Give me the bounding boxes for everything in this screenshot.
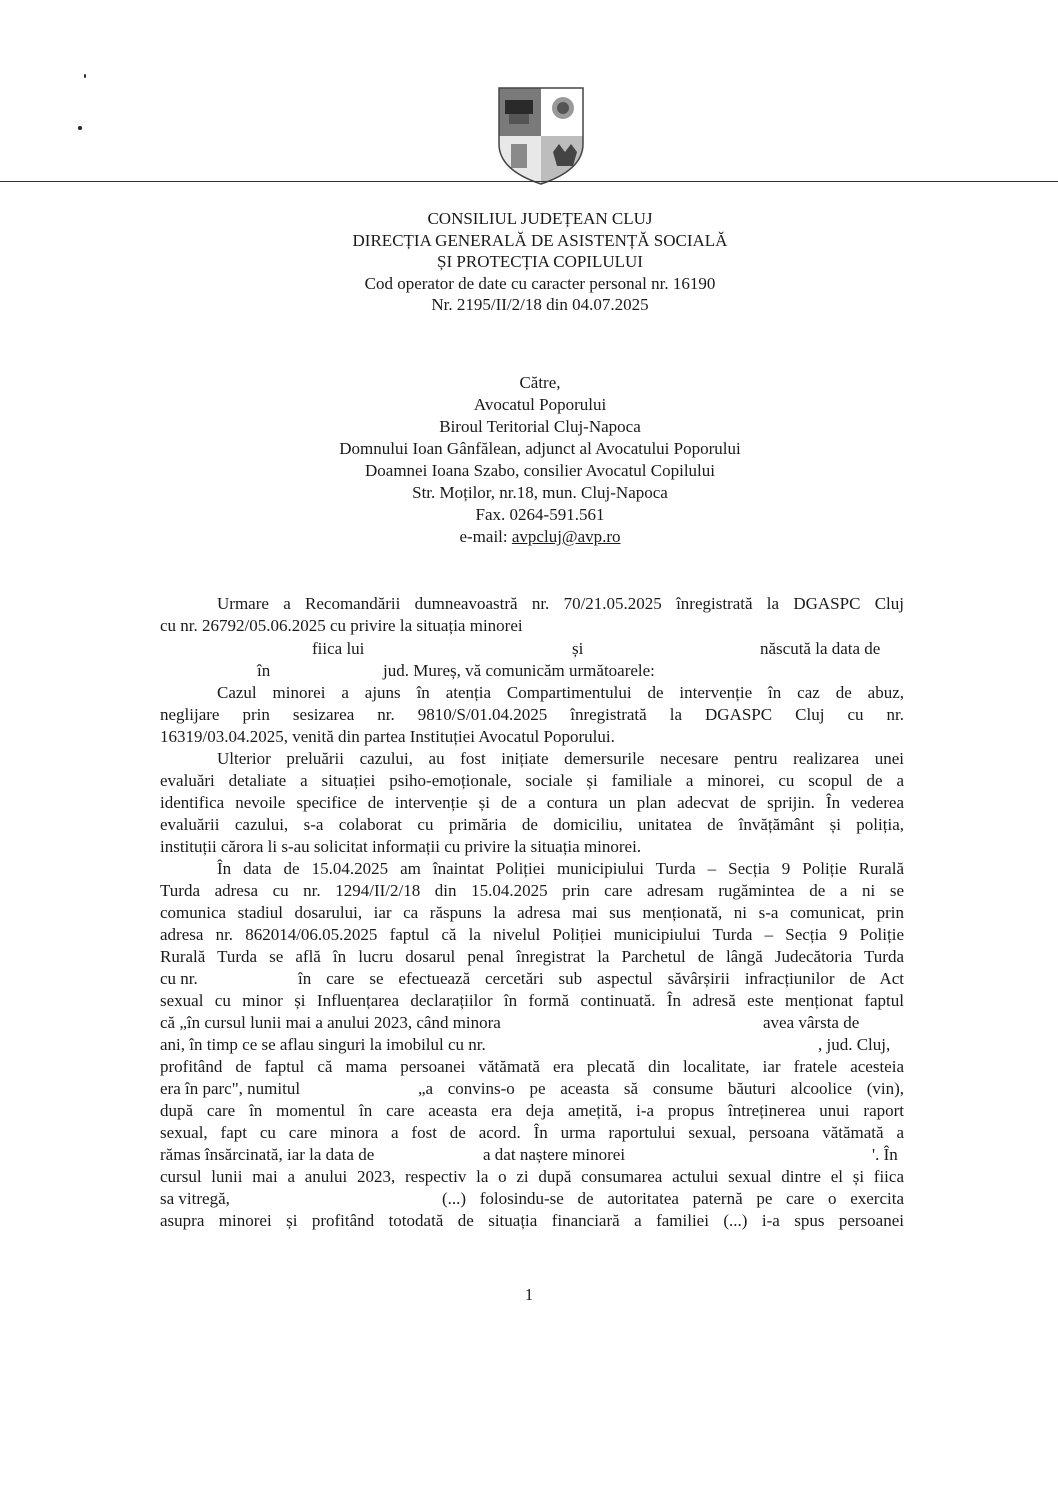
body-line: asupra minorei și profitând totodată de situația financiară a familiei (...) i-a spus persoanei: [160, 1211, 904, 1230]
body-line: cursul lunii mai a anului 2023, respectiv la o zi după consumarea actului sexual dintre el și fiica: [160, 1167, 904, 1186]
email-link[interactable]: avpcluj@avp.ro: [511, 527, 621, 546]
council-name: CONSILIUL JUDEȚEAN CLUJ: [427, 209, 653, 228]
body-line: „a convins-o pe aceasta să consume băuturi alcoolice (vin),: [418, 1079, 904, 1098]
body-text: și: [572, 639, 584, 658]
body-line: sexual cu minor și Influențarea declarațiilor în formă continuată. În adresă este menționat faptul: [160, 991, 904, 1010]
body-text: născută la data de: [760, 639, 881, 658]
body-text: în: [257, 661, 271, 680]
body-text: a dat naștere minorei: [483, 1145, 626, 1164]
body-line: neglijare prin sesizarea nr. 9810/S/01.04.2025 înregistrată la DGASPC Cluj cu nr.: [160, 705, 904, 724]
directorate-name: DIRECȚIA GENERALĂ DE ASISTENȚĂ SOCIALĂ: [352, 230, 728, 250]
recipient-email-line: [250, 526, 830, 548]
body-line: evaluări detaliate a situației psiho-emoționale, sociale și familiale a minorei, cu scopul de a: [160, 771, 904, 790]
body-line: 16319/03.04.2025, venită din partea Instituției Avocatul Poporului.: [160, 727, 615, 746]
page-number: 1: [524, 1285, 534, 1304]
body-line: Turda adresa cu nr. 1294/II/2/18 din 15.04.2025 prin care adresam rugămintea de a ni se: [160, 881, 904, 900]
body-line: comunica stadiul dosarului, iar ca răspuns la adresa mai sus menționată, ni s-a comunicat, prin: [160, 903, 904, 922]
scan-speck: [84, 74, 86, 78]
body-text: '. În: [872, 1145, 898, 1164]
body-line: cu nr. 26792/05.06.2025 cu privire la situația minorei: [160, 616, 523, 635]
header-rule: [0, 181, 1058, 182]
institution-header: [300, 208, 780, 316]
body-text: fiica lui: [312, 639, 365, 658]
body-line: Cazul minorei a ajuns în atenția Compartimentului de intervenție în caz de abuz,: [217, 683, 904, 702]
recipient-to: Către,: [519, 373, 561, 392]
body-line: instituții cărora li s-au solicitat informații cu privire la situația minorei.: [160, 837, 642, 856]
recipient-person-2: Doamnei Ioana Szabo, consilier Avocatul Copilului: [365, 461, 715, 480]
coat-of-arms-icon: [497, 86, 585, 186]
body-text: cu nr.: [160, 969, 198, 988]
recipient-block: [250, 372, 830, 548]
recipient-person-1: Domnului Ioan Gânfălean, adjunct al Avocatului Poporului: [339, 439, 741, 458]
body-line: în care se efectuează cercetări sub aspectul săvârșirii infracțiunilor de Act: [298, 969, 904, 988]
body-text: că „în cursul lunii mai a anului 2023, când minora: [160, 1013, 501, 1032]
body-text: era în parc", numitul: [160, 1079, 301, 1098]
recipient-fax: Fax. 0264-591.561: [475, 505, 605, 524]
body-text: rămas însărcinată, iar la data de: [160, 1145, 375, 1164]
body-line: adresa nr. 862014/06.05.2025 faptul că la nivelul Poliției municipiului Turda – Secția 9 Poliție: [160, 925, 904, 944]
body-text: sa vitregă,: [160, 1189, 230, 1208]
recipient-address: Str. Moților, nr.18, mun. Cluj-Napoca: [412, 483, 668, 502]
body-line: după care în momentul în care aceasta era deja amețită, i-a propus întreținerea unui raport: [160, 1101, 904, 1120]
body-line: Urmare a Recomandării dumneavoastră nr. 70/21.05.2025 înregistrată la DGASPC Cluj: [217, 594, 904, 613]
email-label: e-mail:: [459, 527, 512, 546]
recipient-office: Biroul Teritorial Cluj-Napoca: [439, 417, 641, 436]
operator-code: Cod operator de date cu caracter personal nr. 16190: [364, 273, 716, 293]
body-text: jud. Mureș, vă comunicăm următoarele:: [383, 661, 655, 680]
body-line: identifica nevoile specifice de intervenție și de a contura un plan adecvat de sprijin. În vederea: [160, 793, 904, 812]
body-line: Ulterior preluării cazului, au fost inițiate demersurile necesare pentru realizarea unei: [217, 749, 904, 768]
body-text: avea vârsta de: [763, 1013, 860, 1032]
body-line: În data de 15.04.2025 am înaintat Poliției municipiului Turda – Secția 9 Poliție Rurală: [217, 859, 904, 878]
scan-speck: [78, 126, 82, 130]
body-line: (...) folosindu-se de autoritatea paternă pe care o exercita: [442, 1189, 904, 1208]
body-line: evaluării cazului, s-a colaborat cu primăria de domiciliu, unitatea de învățământ și poliția,: [160, 815, 904, 834]
recipient-institution: Avocatul Poporului: [473, 395, 607, 414]
body-line: Rurală Turda se află în lucru dosarul penal înregistrat la Parchetul de lângă Judecătoria Turda: [160, 947, 904, 966]
registration-number: Nr. 2195/II/2/18 din 04.07.2025: [431, 295, 649, 314]
body-line: sexual, fapt cu care minora a fost de acord. În urma raportului sexual, persoana vătămată a: [160, 1123, 904, 1142]
body-text: ani, în timp ce se aflau singuri la imobilul cu nr.: [160, 1035, 486, 1054]
body-line: profitând de faptul că mama persoanei vătămată era plecată din localitate, iar fratele acesteia: [160, 1057, 904, 1076]
body-text: , jud. Cluj,: [818, 1035, 891, 1054]
protection-name: ȘI PROTECȚIA COPILULUI: [437, 252, 643, 271]
